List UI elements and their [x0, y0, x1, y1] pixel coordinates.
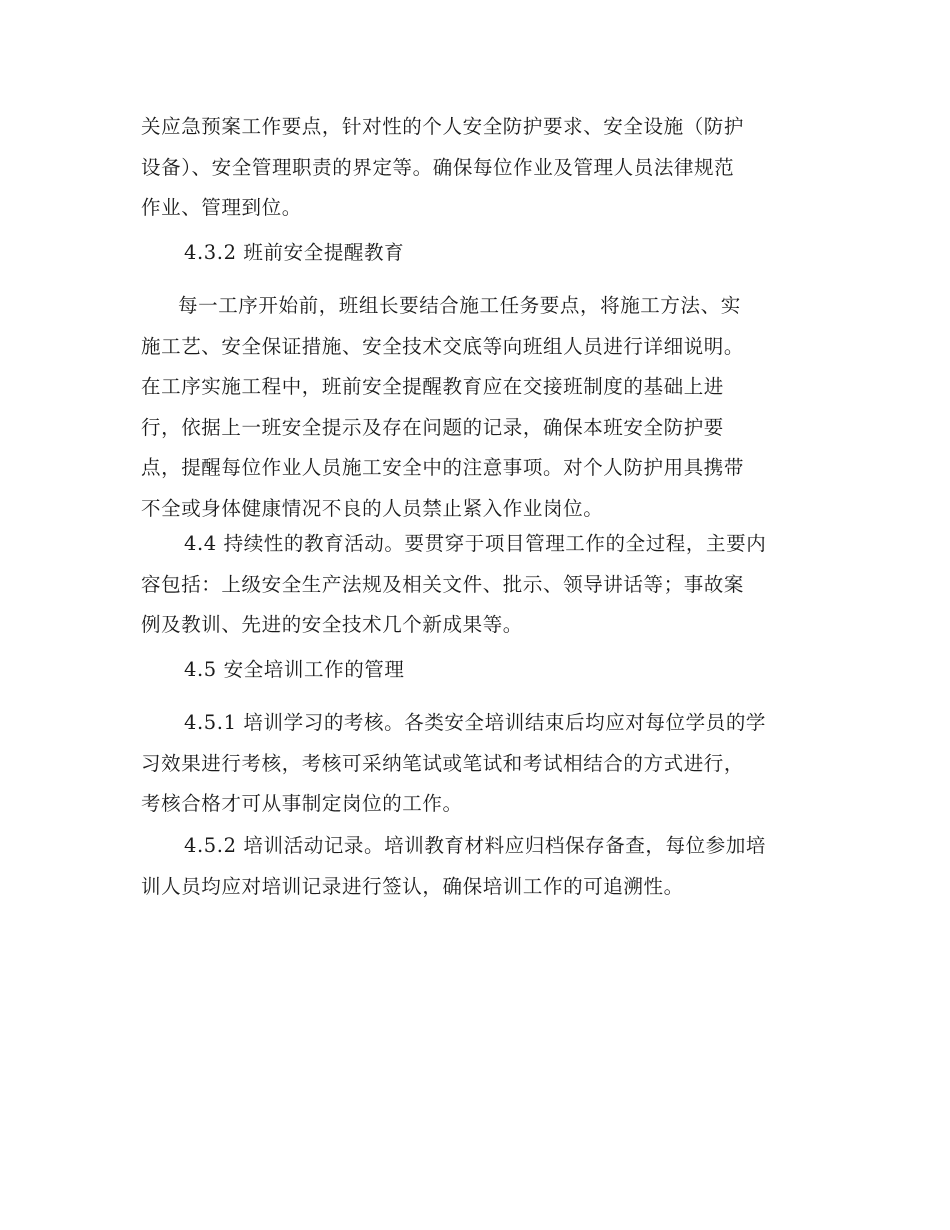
text-line: 容包括：上级安全生产法规及相关文件、批示、领导讲话等；事故案 — [141, 572, 745, 596]
text-line: 4.5.1 培训学习的考核。各类安全培训结束后均应对每位学员的学 — [184, 711, 767, 734]
text-line: 在工序实施工程中，班前安全提醒教育应在交接班制度的基础上进 — [141, 375, 724, 398]
text-line: 训人员均应对培训记录进行签认，确保培训工作的可追溯性。 — [141, 874, 684, 898]
heading-4-5 — [141, 650, 811, 691]
text-line: 考核合格才可从事制定岗位的工作。 — [141, 792, 463, 815]
text-line: 关应急预案工作要点，针对性的个人安全防护要求、安全设施（防护 — [141, 115, 745, 138]
text-line: 设备）、安全管理职责的界定等。确保每位作业及管理人员法律规范 — [141, 155, 735, 179]
text-line: 作业、管理到位。 — [141, 196, 302, 219]
text-line: 施工艺、安全保证措施、安全技术交底等向班组人员进行详细说明。 — [141, 334, 745, 358]
paragraph-continuous-education — [141, 524, 811, 646]
text-line: 例及教训、先进的安全技术几个新成果等。 — [141, 613, 523, 636]
text-line: 点，提醒每位作业人员施工安全中的注意事项。对个人防护用具携带 — [141, 456, 745, 479]
heading-4-3-2 — [141, 233, 811, 274]
text-line: 不全或身体健康情况不良的人员禁止紧入作业岗位。 — [141, 496, 604, 520]
paragraph-training-records — [141, 826, 811, 907]
paragraph-pre-shift-reminder — [141, 286, 811, 529]
text-line: 4.5.2 培训活动记录。培训教育材料应归档保存备查，每位参加培 — [184, 834, 767, 857]
text-line: 习效果进行考核，考核可采纳笔试或笔试和考试相结合的方式进行， — [141, 751, 745, 775]
section-heading: 4.3.2 班前安全提醒教育 — [184, 241, 405, 264]
text-line: 每一工序开始前，班组长要结合施工任务要点，将施工方法、实 — [178, 294, 741, 317]
text-line: 行，依据上一班安全提示及存在问题的记录，确保本班安全防护要 — [141, 415, 724, 439]
text-line: 4.4 持续性的教育活动。要贯穿于项目管理工作的全过程，主要内 — [184, 532, 767, 555]
paragraph-emergency-plan — [141, 107, 811, 229]
paragraph-training-assessment — [141, 703, 811, 825]
section-heading: 4.5 安全培训工作的管理 — [184, 658, 405, 681]
